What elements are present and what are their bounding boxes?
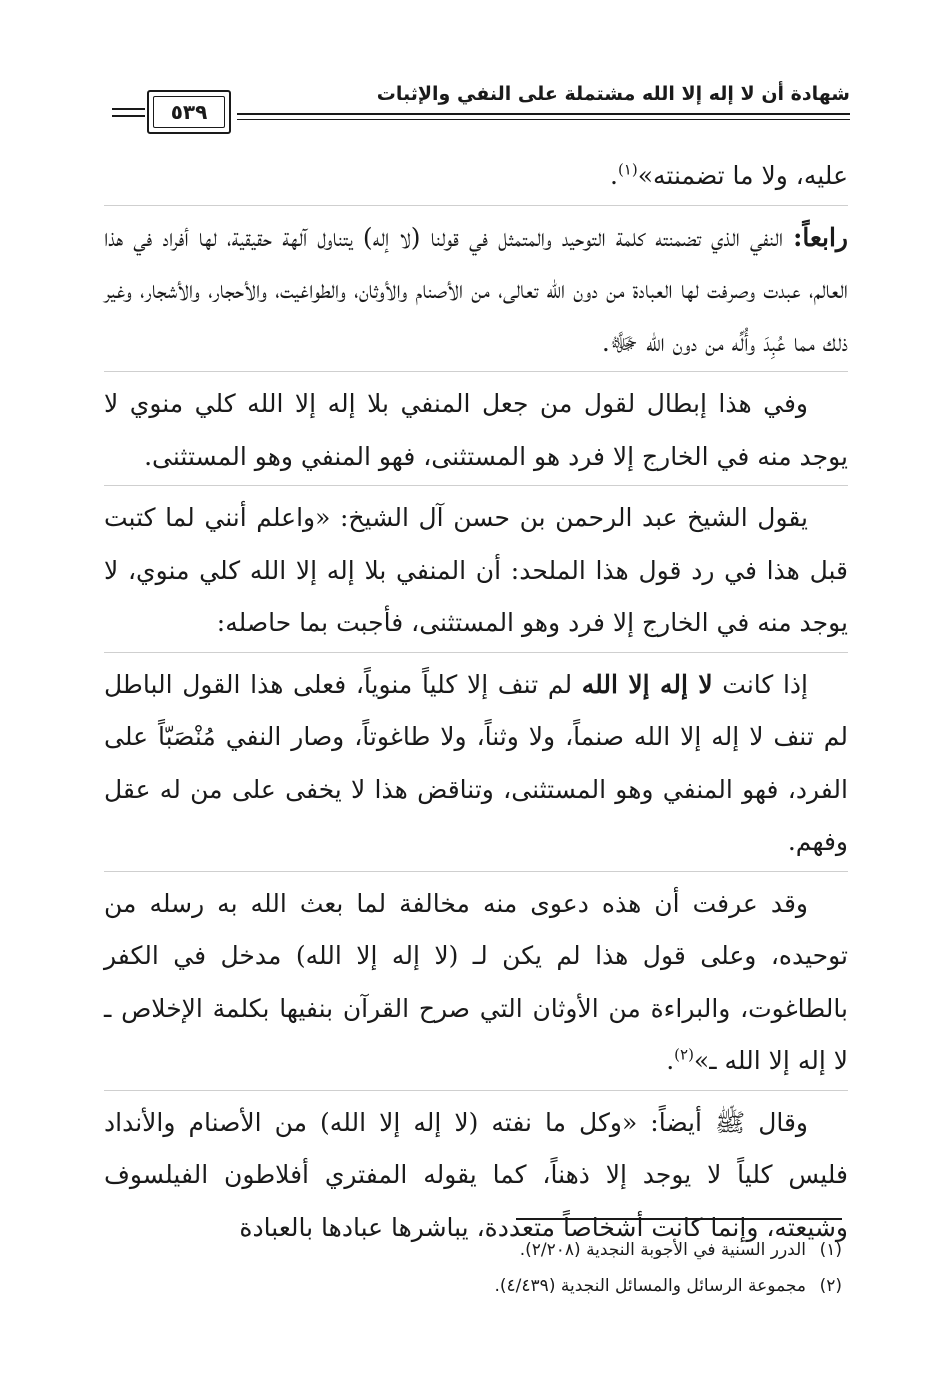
footnotes: [142, 1232, 842, 1304]
footnote-text: مجموعة الرسائل والمسائل النجدية (٤/٤٣٩).: [494, 1276, 806, 1296]
footnote-text: الدرر السنية في الأجوبة النجدية (٢/٢٠٨).: [519, 1240, 806, 1260]
section-lead: رابعاً:: [793, 222, 849, 252]
header-rule: [237, 113, 850, 115]
header-left-rule: [112, 108, 145, 110]
paragraph-separator: [104, 1090, 848, 1091]
bold-phrase: لا إله إلا الله: [581, 669, 713, 699]
header-left-rule: [112, 115, 145, 117]
footnote-reference[interactable]: (١): [617, 160, 638, 179]
paragraph: وقد عرفت أن هذه دعوى منه مخالفة لما بعث الله به رسله من توحيده، وعلى قول هذا لم يكن لـ (لا إله إلا الله) مدخل في الكفر بالطاغوت، والبراءة من الأوثان التي صرح القرآن بنفيها بكلمة الإخلاص ـ لا إله إلا الله ـ»$^{(٢)}$.: [104, 888, 848, 1075]
footnote-reference[interactable]: (٢): [674, 1045, 694, 1064]
running-title: شهادة أن لا إله إلا الله مشتملة على النفي والإثبات: [376, 83, 850, 105]
paragraph: يقول الشيخ عبد الرحمن بن حسن آل الشيخ: «واعلم أنني لما كتبت قبل هذا في رد قول هذا الملحد: أن المنفي بلا إله إلا الله كلي منوي، لا يوجد منه في الخارج إلا فرد وهو المستثنى، فأجبت بما حاصله:: [104, 503, 848, 637]
paragraph-continuation: عليه، ولا ما تضمنته»$^{(١)}$.: [609, 160, 848, 190]
body-text: [104, 150, 848, 1254]
footnote: [142, 1232, 842, 1268]
paragraph-separator: [104, 652, 848, 653]
paragraph-separator: [104, 371, 848, 372]
paragraph-separator: [104, 485, 848, 486]
footnote-number: (٢): [819, 1276, 842, 1296]
footnote-number: (١): [819, 1240, 842, 1260]
paragraph: وفي هذا إبطال لقول من جعل المنفي بلا إله إلا الله كلي منوي لا يوجد منه في الخارج إلا فرد هو المستثنى، فهو المنفي وهو المستثنى.: [104, 389, 848, 471]
page-number-frame: [147, 90, 231, 134]
paragraph-separator: [104, 205, 848, 206]
header-rule-thin: [237, 119, 850, 120]
footnote: [142, 1268, 842, 1304]
page-number: ٥٣٩: [170, 100, 208, 124]
paragraph-separator: [104, 871, 848, 872]
paragraph: إذا كانت لا إله إلا الله لم تنف إلا كلياً منوياً، فعلى هذا القول الباطل لم تنف لا إله إلا الله صنماً، ولا وثناً، ولا طاغوتاً، وصار النفي مُنْصَبّاً على الفرد، فهو المنفي وهو المستثنى، وتناقض هذا لا يخفى على من له عقل وفهم.: [104, 669, 848, 856]
paragraph: رابعاً: النفي الذي تضمنته كلمة التوحيد والمتمثل في قولنا (لا إله) يتناول آلهة حقيقية، لها أفراد في هذا العالم، عبدت وصرفت لها العبادة من دون الله تعالى، من الأصنام والأوثان، والطواغيت، والأحجار، والأشجار، وغير ذلك مما عُبِدَ وأُلِّه من دون الله ﷻ.: [104, 222, 849, 357]
paragraph: وقال ﷺ أيضاً: «وكل ما نفته (لا إله إلا الله) من الأصنام والأنداد فليس كلياً لا يوجد إلا ذهناً، كما يقوله المفتري أفلاطون الفيلسوف وشيعته، وإنما كانت أشخاصاً متعددة، يباشرها عبادها بالعبادة: [104, 1107, 848, 1242]
footnote-rule: [516, 1218, 842, 1220]
